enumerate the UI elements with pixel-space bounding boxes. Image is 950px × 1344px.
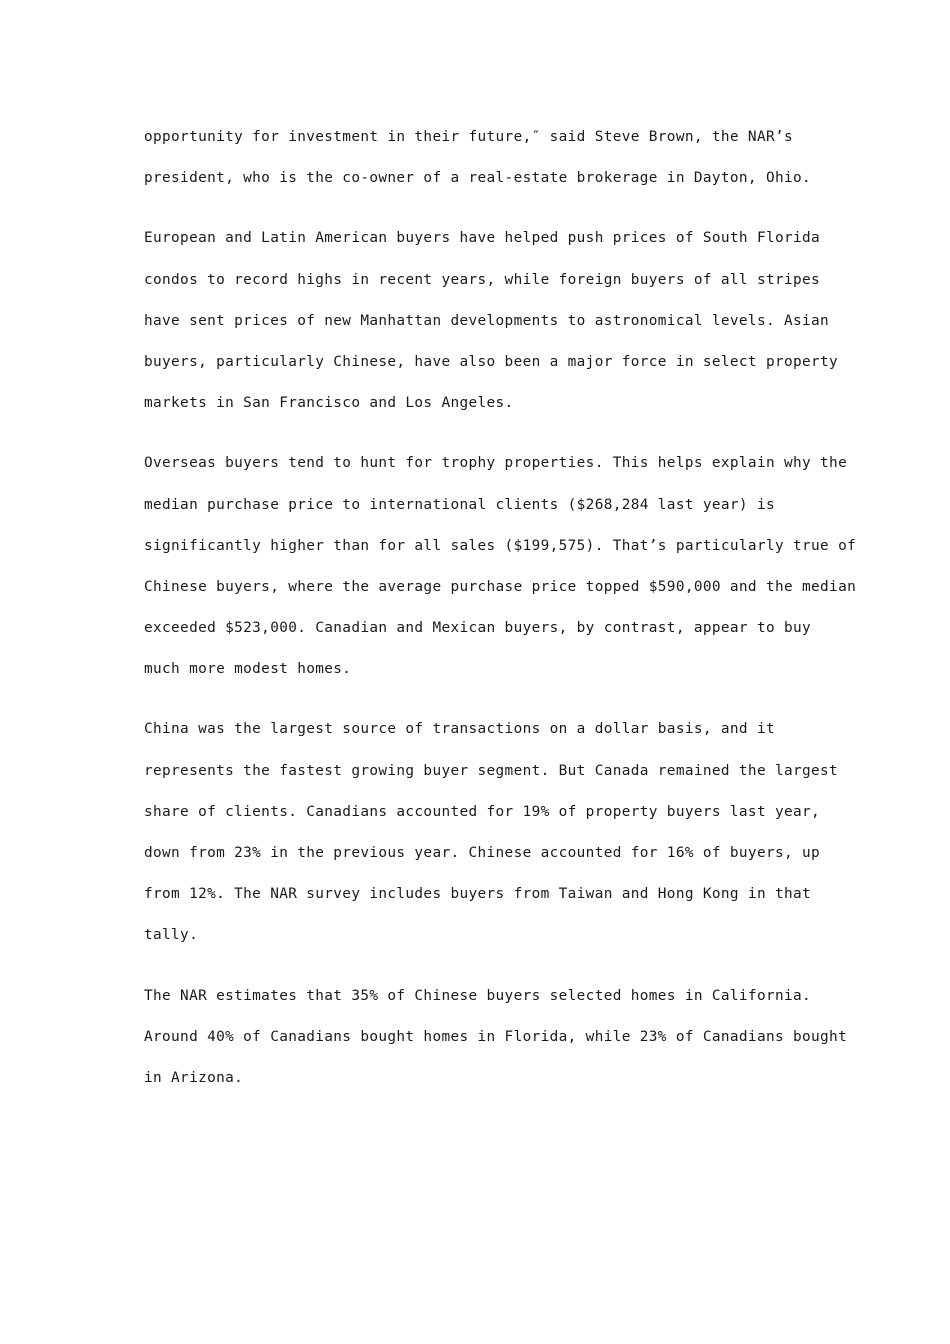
text-line: Overseas buyers tend to hunt for trophy properties. This helps explain why the xyxy=(144,455,848,472)
text-line: significantly higher than for all sales ($199,575). That’s particularly true of xyxy=(144,537,857,554)
text-line: much more modest homes. xyxy=(144,661,352,678)
paragraph-trophy-properties xyxy=(144,443,857,690)
paragraph-buyer-share xyxy=(144,709,839,956)
text-line: median purchase price to international clients ($268,284 last year) is xyxy=(144,496,775,513)
text-line: Around 40% of Canadians bought homes in Florida, while 23% of Canadians bought xyxy=(144,1028,848,1045)
text-line: European and Latin American buyers have helped push prices of South Florida xyxy=(144,230,821,247)
paragraph-state-destinations xyxy=(144,976,848,1100)
text-line: Chinese buyers, where the average purchase price topped $590,000 and the median xyxy=(144,578,857,595)
text-line: represents the fastest growing buyer segment. But Canada remained the largest xyxy=(144,762,839,779)
paragraph-nar-quote xyxy=(144,117,824,199)
text-line: in Arizona. xyxy=(144,1069,244,1086)
article-body xyxy=(144,117,857,1118)
text-line: exceeded $523,000. Canadian and Mexican buyers, by contrast, appear to buy xyxy=(144,620,812,637)
text-line: opportunity for investment in their future,″ said Steve Brown, the NAR’s xyxy=(144,129,793,145)
paragraph-regional-buyers xyxy=(144,218,839,424)
text-line: share of clients. Canadians accounted for 19% of property buyers last year, xyxy=(144,803,821,820)
text-line: China was the largest source of transactions on a dollar basis, and it xyxy=(144,721,775,738)
text-line: president, who is the co-owner of a real-estate brokerage in Dayton, Ohio. xyxy=(144,170,812,187)
text-line: markets in San Francisco and Los Angeles. xyxy=(144,395,514,412)
text-line: from 12%. The NAR survey includes buyers from Taiwan and Hong Kong in that xyxy=(144,886,812,903)
text-line: tally. xyxy=(144,927,199,944)
text-line: condos to record highs in recent years, while foreign buyers of all stripes xyxy=(144,271,821,288)
text-line: The NAR estimates that 35% of Chinese buyers selected homes in California. xyxy=(144,987,812,1004)
text-line: buyers, particularly Chinese, have also been a major force in select property xyxy=(144,353,839,370)
text-line: have sent prices of new Manhattan developments to astronomical levels. Asian xyxy=(144,312,830,329)
text-line: down from 23% in the previous year. Chinese accounted for 16% of buyers, up xyxy=(144,845,821,861)
